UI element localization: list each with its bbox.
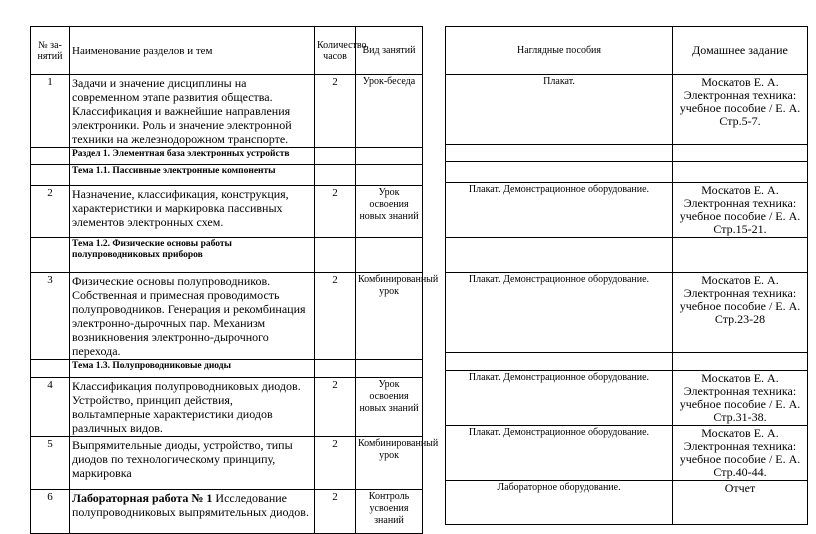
lesson-hours: 2	[315, 378, 356, 437]
lesson-aids: Плакат. Демонстрационное оборудование.	[446, 371, 673, 426]
lesson-topic: Задачи и значение дисциплины на современном этапе развития общества. Классификация и важнейшие направления электроники. Роль и значение электронной техники на железнодорожном транспорте.	[70, 75, 315, 148]
lesson-plan-table-right	[445, 26, 808, 525]
table-row	[31, 186, 423, 238]
table-row	[31, 378, 423, 437]
empty-cell	[356, 238, 423, 273]
table-row	[446, 162, 808, 183]
table-row	[31, 148, 423, 165]
header-kind: Вид занятий	[356, 27, 423, 75]
lab-topic: Исследование полупроводниковых выпрямительных диодов.	[72, 491, 309, 519]
empty-cell	[315, 165, 356, 186]
empty-cell	[315, 148, 356, 165]
lesson-hours: 2	[315, 273, 356, 360]
table-row	[31, 238, 423, 273]
table-row	[31, 165, 423, 186]
header-topic: Наименование разделов и тем	[70, 27, 315, 75]
lesson-aids: Плакат. Демонстрационное оборудование.	[446, 273, 673, 353]
lesson-aids: Плакат.	[446, 75, 673, 145]
empty-cell	[31, 148, 70, 165]
empty-cell	[31, 238, 70, 273]
table-row	[31, 273, 423, 360]
table-row	[446, 273, 808, 353]
empty-cell	[673, 238, 808, 273]
table-row	[446, 426, 808, 481]
lesson-hours: 2	[315, 437, 356, 490]
header-aids: Наглядные пособия	[446, 27, 673, 75]
lesson-number: 4	[31, 378, 70, 437]
lesson-topic: Назначение, классификация, конструкция, характеристики и маркировка пассивных элементов электронных схем.	[70, 186, 315, 238]
empty-cell	[315, 360, 356, 378]
lesson-homework: Москатов Е. А. Электронная техника: учебное пособие / Е. А. Стр.31-38.	[673, 371, 808, 426]
lesson-kind: Урок освоения новых знаний	[356, 378, 423, 437]
empty-cell	[673, 162, 808, 183]
empty-cell	[356, 360, 423, 378]
header-homework: Домашнее задание	[673, 27, 808, 75]
header-hours: Количество часов	[315, 27, 356, 75]
empty-cell	[31, 360, 70, 378]
lesson-kind: Урок освоения новых знаний	[356, 186, 423, 238]
table-row	[446, 371, 808, 426]
empty-cell	[673, 353, 808, 371]
lesson-kind: Комбинированный урок	[356, 437, 423, 490]
lesson-kind: Комбинированный урок	[356, 273, 423, 360]
table-row	[446, 353, 808, 371]
empty-cell	[31, 165, 70, 186]
lesson-plan-table-left	[30, 26, 439, 534]
empty-cell	[446, 162, 673, 183]
lesson-aids: Плакат. Демонстрационное оборудование.	[446, 183, 673, 238]
theme-title: Тема 1.1. Пассивные электронные компоненты	[70, 165, 315, 186]
lesson-hours: 2	[315, 75, 356, 148]
lesson-number: 5	[31, 437, 70, 490]
header-num: № за-нятий	[31, 27, 70, 75]
table-row	[446, 481, 808, 525]
table-row	[31, 490, 423, 534]
empty-cell	[315, 238, 356, 273]
lesson-number: 2	[31, 186, 70, 238]
lesson-aids: Плакат. Демонстрационное оборудование.	[446, 426, 673, 481]
table-row	[31, 360, 423, 378]
lesson-topic	[70, 490, 315, 534]
lesson-homework: Москатов Е. А. Электронная техника: учебное пособие / Е. А. Стр.5-7.	[673, 75, 808, 145]
lesson-homework: Москатов Е. А. Электронная техника: учебное пособие / Е. А. Стр.15-21.	[673, 183, 808, 238]
empty-cell	[446, 238, 673, 273]
lesson-topic: Классификация полупроводниковых диодов. Устройство, принцип действия, вольтамперные характеристики диодов различных видов.	[70, 378, 315, 437]
empty-cell	[356, 148, 423, 165]
lesson-kind: Урок-беседа	[356, 75, 423, 148]
lesson-kind: Контроль усвоения знаний	[356, 490, 423, 534]
lab-title: Лабораторная работа № 1	[72, 491, 213, 505]
empty-cell	[356, 165, 423, 186]
lesson-number: 3	[31, 273, 70, 360]
table-row	[446, 145, 808, 162]
lesson-homework: Отчет	[673, 481, 808, 525]
table-row	[446, 75, 808, 145]
theme-title: Тема 1.2. Физические основы работы полупроводниковых приборов	[70, 238, 315, 273]
lesson-number: 6	[31, 490, 70, 534]
lesson-topic: Выпрямительные диоды, устройство, типы диодов по технологическому принципу, маркировка	[70, 437, 315, 490]
table-row	[31, 75, 423, 148]
lesson-hours: 2	[315, 186, 356, 238]
table-row	[31, 437, 423, 490]
lesson-homework: Москатов Е. А. Электронная техника: учебное пособие / Е. А. Стр.40-44.	[673, 426, 808, 481]
lesson-topic: Физические основы полупроводников. Собственная и примесная проводимость полупроводников. Генерация и рекомбинация электронно-дырочных пар. Механизм возникновения электронно-дырочного перехода.	[70, 273, 315, 360]
lesson-hours: 2	[315, 490, 356, 534]
table-row	[446, 183, 808, 238]
empty-cell	[446, 145, 673, 162]
lesson-number: 1	[31, 75, 70, 148]
empty-cell	[446, 353, 673, 371]
section-title: Раздел 1. Элементная база электронных устройств	[70, 148, 315, 165]
lesson-aids: Лабораторное оборудование.	[446, 481, 673, 525]
empty-cell	[673, 145, 808, 162]
lesson-homework: Москатов Е. А. Электронная техника: учебное пособие / Е. А. Стр.23-28	[673, 273, 808, 353]
table-row	[446, 238, 808, 273]
theme-title: Тема 1.3. Полупроводниковые диоды	[70, 360, 315, 378]
